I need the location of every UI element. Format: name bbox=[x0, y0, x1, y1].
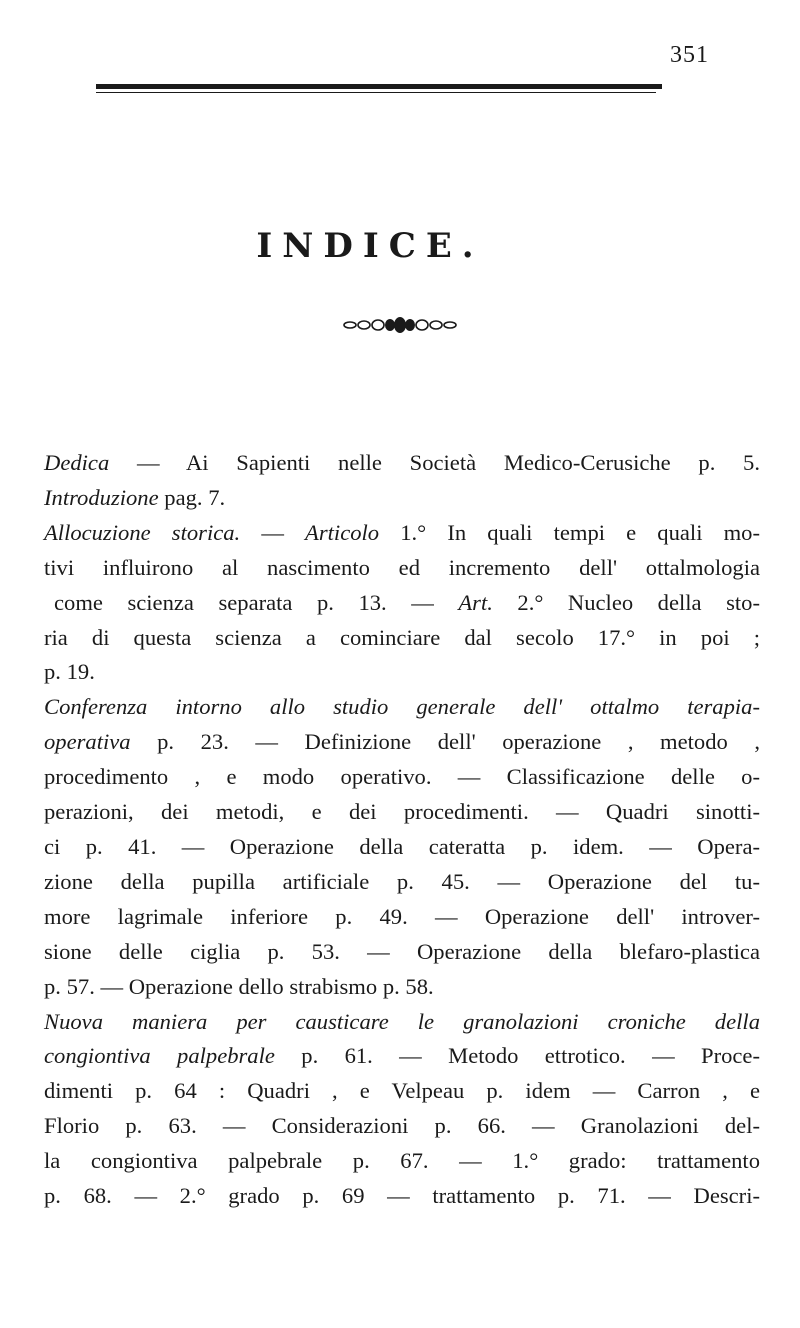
index-line: congiontiva palpebrale p. 61. — Metodo ettrotico. — Proce- bbox=[44, 1043, 760, 1069]
index-line: come scienza separata p. 13. — Art. 2.° Nucleo della sto- bbox=[54, 589, 760, 615]
index-line bbox=[44, 1005, 760, 1040]
index-line: sione delle ciglia p. 53. — Operazione della blefaro-plastica bbox=[44, 938, 760, 964]
index-line: operativa p. 23. — Definizione dell' operazione , metodo , bbox=[44, 729, 760, 755]
entry-title: operativa bbox=[44, 729, 131, 755]
index-line: la congiontiva palpebrale p. 67. — 1.° grado: trattamento bbox=[44, 1148, 760, 1174]
index-line: Introduzione pag. 7. bbox=[44, 484, 226, 510]
index-line: Dedica — Ai Sapienti nelle Società Medico-Cerusiche p. 5. bbox=[44, 450, 760, 475]
index-line: ria di questa scienza a cominciare dal secolo 17.° in poi ; bbox=[44, 624, 760, 650]
header-rule-thin bbox=[96, 92, 656, 93]
index-line: p. 19. bbox=[44, 659, 95, 685]
page-title: INDICE. bbox=[256, 226, 484, 266]
index-line: tivi influirono al nascimento ed incremento dell' ottalmologia bbox=[44, 554, 760, 580]
ornament-divider-icon bbox=[340, 316, 460, 334]
index-line: zione della pupilla artificiale p. 45. — Operazione del tu- bbox=[44, 868, 760, 894]
page-number: 351 bbox=[670, 42, 709, 68]
entry-title: Dedica bbox=[44, 450, 110, 475]
entry-title: Nuova maniera per causticare le granolazioni croniche della bbox=[44, 1008, 760, 1034]
index-line: more lagrimale inferiore p. 49. — Operazione dell' introver- bbox=[44, 903, 760, 929]
index-line bbox=[44, 690, 760, 725]
index-line: dimenti p. 64 : Quadri , e Velpeau p. idem — Carron , e bbox=[44, 1078, 760, 1104]
index-line: Florio p. 63. — Considerazioni p. 66. — Granolazioni del- bbox=[44, 1113, 760, 1139]
index-text bbox=[44, 446, 760, 1214]
index-line: procedimento , e modo operativo. — Classificazione delle o- bbox=[44, 764, 760, 790]
index-line: p. 68. — 2.° grado p. 69 — trattamento p. 71. — Descri- bbox=[44, 1183, 760, 1209]
index-line: ci p. 41. — Operazione della cateratta p. idem. — Opera- bbox=[44, 833, 760, 859]
entry-title: congiontiva palpebrale bbox=[44, 1043, 275, 1069]
index-line: Allocuzione storica. — Articolo 1.° In quali tempi e quali mo- bbox=[44, 519, 760, 545]
header-rule-thick bbox=[96, 84, 662, 89]
entry-title: Conferenza intorno allo studio generale dell' ottalmo terapia- bbox=[44, 694, 760, 720]
index-line: p. 57. — Operazione dello strabismo p. 58. bbox=[44, 973, 434, 999]
entry-title: Introduzione bbox=[44, 484, 159, 510]
index-line: perazioni, dei metodi, e dei procedimenti. — Quadri sinotti- bbox=[44, 799, 760, 825]
entry-title: Allocuzione storica. bbox=[44, 519, 241, 545]
